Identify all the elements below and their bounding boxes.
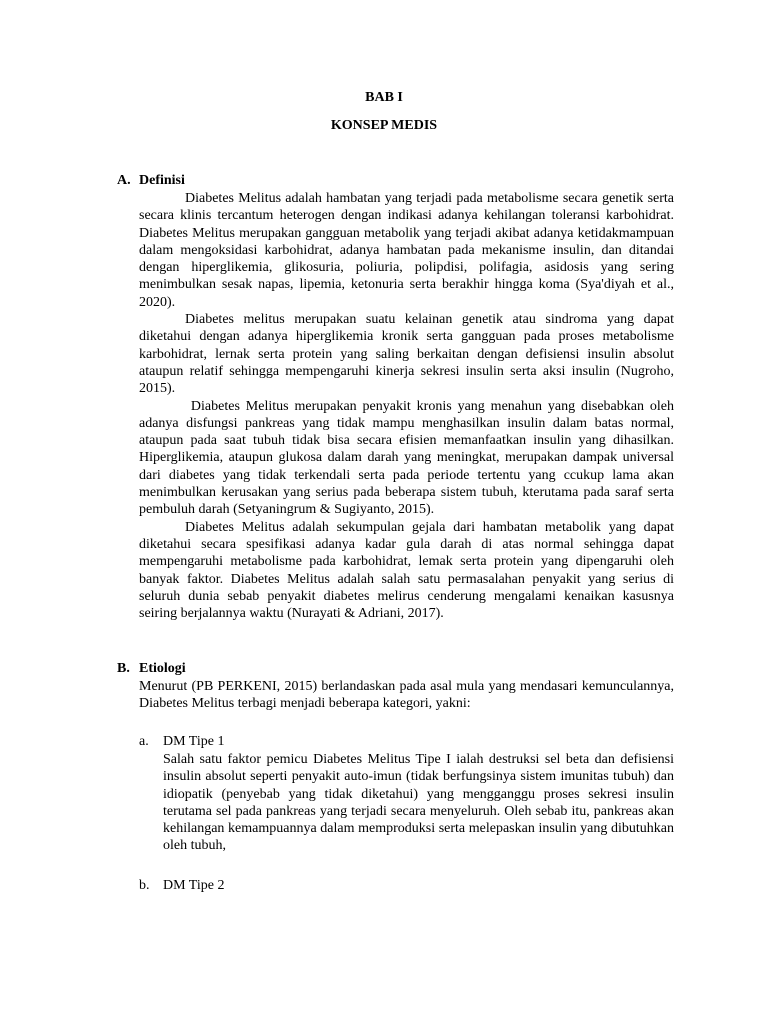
section-a-body [139, 190, 678, 622]
section-b-heading [117, 660, 186, 677]
etiologi-item-b-heading [139, 877, 224, 894]
chapter-number: BAB I [365, 90, 403, 105]
section-b-marker: B. [117, 661, 130, 676]
item-a-marker: a. [139, 734, 149, 749]
section-a-heading [117, 172, 185, 189]
definisi-paragraph-4: Diabetes Melitus adalah sekumpulan gejala dari hambatan metabolik yang dapat diketahui secara spesifikasi adanya kadar gula darah di atas normal sehingga dapat mempengaruhi metabolisme pada karbohidrat, lemak serta protein yang dipengaruhi oleh banyak faktor. Diabetes Melitus adalah salah satu permasalahan penyakit yang serius di seluruh dunia sebab penyakit diabetes melirus cenderung mengalami kenaikan kasusnya seiring berjalannya waktu (Nurayati & Adriani, 2017). [139, 519, 674, 622]
section-b-title: Etiologi [139, 661, 186, 676]
item-b-title: DM Tipe 2 [163, 878, 225, 893]
item-b-marker: b. [139, 878, 150, 893]
item-a-title: DM Tipe 1 [163, 734, 225, 749]
etiologi-item-a-text: Salah satu faktor pemicu Diabetes Melitus Tipe I ialah destruksi sel beta dan defisiensi insulin absolut seperti penyakit auto-imun (tidak berfungsinya sistem imunitas tubuh) dan idiopatik (penyebab yang tidak diketahui) yang mengganggu proses sekresi insulin terutama sel pada pankreas yang terjadi secara menyeluruh. Oleh sebab itu, pankreas akan kehilangan kemampuannya dalam memproduksi serta melepaskan insulin yang dibutuhkan oleh tubuh, [163, 752, 674, 854]
section-a-title: Definisi [139, 173, 185, 188]
definisi-paragraph-2: Diabetes melitus merupakan suatu kelainan genetik atau sindroma yang dapat diketahui dengan adanya hiperglikemia kronik serta gangguan pada proses metabolisme karbohidrat, lernak serta protein yang saling berkaitan dengan defisiensi insulin absolut ataupun relatif sehingga mempengaruhi kinerja sekresi insulin serta aksi insulin (Nugroho, 2015). [139, 312, 674, 397]
section-a-marker: A. [117, 173, 131, 188]
definisi-paragraph-1: Diabetes Melitus adalah hambatan yang terjadi pada metabolisme secara genetik serta secara klinis tercantum heterogen dengan indikasi adanya kehilangan toleransi karbohidrat. Diabetes Melitus merupakan gangguan metabolik yang terjadi akibat adanya ketidakmampuan dalam mengoksidasi karbohidrat, adanya hambatan pada mekanisme insulin, dan ditandai dengan hiperglikemia, glikosuria, poliuria, polipdisi, polifagia, asidosis yang sering menimbulkan sesak napas, lipemia, ketonuria serta berakhir hingga koma (Sya'diyah et al., 2020). [139, 191, 674, 310]
etiologi-item-a-heading [139, 733, 224, 750]
chapter-title: KONSEP MEDIS [330, 118, 438, 133]
definisi-paragraph-3: Diabetes Melitus merupakan penyakit kronis yang menahun yang disebabkan oleh adanya disfungsi pankreas yang tidak mampu menghasilkan insulin dalam batas normal, ataupun pada saat tubuh tidak bisa secara efisien memanfaatkan insulin yang dihasilkan. Hiperglikemia, ataupun glukosa dalam darah yang meningkat, merupakan dampak universal dari diabetes yang tidak terkendali serta pada periode tertentu yang ccukup lama akan menimbulkan kerusakan yang serius pada beberapa sistem tubuh, kterutama pada saraf serta pembuluh darah (Setyaningrum & Sugiyanto, 2015). [139, 398, 678, 518]
etiologi-intro: Menurut (PB PERKENI, 2015) berlandaskan pada asal mula yang mendasari kemunculannya, Diabetes Melitus terbagi menjadi beberapa kategori, yakni: [139, 679, 674, 712]
